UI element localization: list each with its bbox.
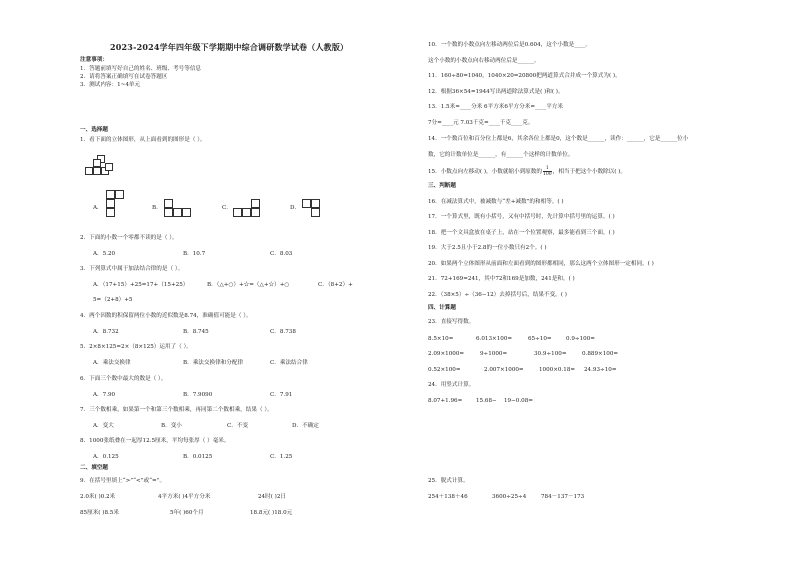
fraction-denominator: 100 (542, 172, 552, 177)
question-14-line1: 14．一个数百位和百分位上都是6，其余各位上都是0，这个数是______，读作：______，它是______位小 (428, 136, 689, 142)
question-15-post: ，相当于把这个小数除以( )。 (552, 169, 627, 175)
step-calc-item: 3600÷25÷4 (492, 494, 527, 500)
option-b: B．（△+○）+☆=（△+☆）+○ (207, 282, 290, 288)
option-a: A．5.20 (93, 251, 116, 257)
cube-figure (82, 153, 118, 181)
question-25-stem: 25．脱式计算。 (428, 478, 469, 484)
oral-item: 2.007×1000= (484, 367, 524, 373)
option-a-label: A． (93, 205, 103, 211)
oral-item: 9÷1000= (480, 351, 508, 357)
option-a: A．0.125 (93, 454, 119, 460)
question-6-stem: 6．下面三个数中最大的数是（ ）。 (80, 376, 167, 382)
question-1-stem: 1．看下面的立体图形，从上面看到的图形是（ ）。 (80, 137, 206, 143)
option-a: A．7.90 (93, 392, 116, 398)
question-7-stem: 7．三个数相乘，如果第一个和第三个数相乘，再同第二个数相乘，结果（ ）。 (80, 407, 273, 413)
vertical-calc-item: 15.68− (476, 398, 497, 404)
option-c: C．不变 (227, 423, 249, 429)
question-18: 18．把一个文具盒放在桌子上，站在一个位置观察，最多能看到三个面。( ) (428, 230, 615, 236)
note-item: 1．答题前填写好自己的姓名、班级、考号等信息 (80, 66, 202, 72)
notes-heading: 注意事项： (80, 57, 108, 63)
option-b: B．0.0125 (183, 454, 213, 460)
compare-item: 18.8元( )18.0元 (250, 510, 293, 516)
question-21: 21．72+169=241，其中72和169是加数，241是和。( ) (428, 276, 575, 282)
option-b: B．8.745 (183, 329, 209, 335)
option-d: D．不确定 (292, 423, 319, 429)
section-heading-judge: 三、判断题 (428, 183, 456, 189)
oral-item: 0.9÷100= (566, 336, 595, 342)
option-c-figure (233, 199, 269, 219)
oral-item: 0.889×100= (582, 351, 619, 357)
section-heading-choice: 一、选择题 (80, 127, 108, 133)
question-16: 16．在减法算式中，被减数与“差+减数”的和相等。( ) (428, 199, 564, 205)
compare-item: 24时( )2日 (258, 494, 287, 500)
option-c: C．乘法结合律 (270, 360, 308, 366)
compare-item: 85厘米( )8.5米 (80, 510, 119, 516)
note-item: 2．请将答案正确填写在试卷答题区 (80, 74, 168, 80)
fraction-numerator: 1 (543, 166, 552, 172)
question-2-stem: 2．下面的小数一个零都不读的是（ ）。 (80, 235, 178, 241)
oral-item: 24.93÷10= (584, 367, 617, 373)
question-24-stem: 24．用竖式计算。 (428, 382, 475, 388)
option-a: A．（17+15）+25=17+（15+25） (93, 282, 189, 288)
page-title: 2023-2024学年四年级下学期期中综合调研数学试卷（人教版） (110, 42, 349, 52)
question-3-stem: 3．下列算式中属于加法结合律的是（ ）。 (80, 266, 184, 272)
option-a: A．乘法交换律 (93, 360, 131, 366)
oral-item: 1000×0.18= (539, 367, 576, 373)
question-12: 12．根据36×54=1944写出两道除法算式是( )和( )。 (428, 89, 564, 95)
question-13-line1: 13．1.5米=____分米 6平方米6平方分米=____平方米 (428, 104, 563, 110)
oral-item: 65÷10= (528, 336, 552, 342)
option-c-continued: 5=（2+8）+5 (93, 297, 133, 303)
question-20: 20．如果两个立体图形从前面和左面看到的图形都相同，那么这两个立体图形一定相同。( ) (428, 261, 654, 267)
question-14-line2: 数，它的计数单位是______，有______个这样的计数单位。 (428, 152, 574, 158)
section-heading-calc: 四、计算题 (428, 305, 456, 311)
fraction (543, 166, 552, 177)
vertical-calc-item: 19−0.08= (504, 398, 533, 404)
option-c-label: C． (222, 205, 232, 211)
question-5-stem: 5．2×8×125=2×（8×125）运用了（ ）。 (80, 344, 192, 350)
compare-item: 5年( )60个月 (170, 510, 204, 516)
step-calc-item: 254＋138＋46 (428, 494, 468, 500)
question-13-line2: 7分=____元 7.03千克=____千克____克。 (428, 120, 534, 126)
oral-item: 2.09×1000= (428, 351, 465, 357)
option-b-figure (164, 199, 200, 219)
question-10-line2: 这个小数的小数点向右移动两位后是______。 (428, 58, 540, 64)
compare-item: 4平方米( )4平方分米 (158, 494, 211, 500)
vertical-calc-item: 8.07+1.96= (428, 398, 463, 404)
question-19: 19．大于2.5且小于2.8的一位小数只有2个。( ) (428, 245, 547, 251)
question-15-pre: 15．小数点向左移动( )，小数就缩小到原数的 (428, 169, 542, 175)
question-8-stem: 8．1000张纸叠在一起厚12.5厘米，平均每张厚（ ）毫米。 (80, 438, 230, 444)
question-17: 17．一个算式里，既有小括号，又有中括号时，先计算中括号里的运算。( ) (428, 214, 615, 220)
option-b: B．乘法交换律和分配律 (183, 360, 244, 366)
option-c: C．8.03 (270, 251, 293, 257)
section-heading-fill: 二、填空题 (80, 465, 108, 471)
question-10-line1: 10．一个数的小数点向左移动两位后是0.604，这个小数是____。 (428, 42, 591, 48)
step-calc-item: 784－137－173 (541, 494, 585, 500)
option-d-figure (302, 199, 338, 219)
oral-item: 30.9÷100= (534, 351, 567, 357)
compare-item: 2.0米( )0.2米 (80, 494, 116, 500)
question-22: 22．（38×5）÷（36−12）去掉括号后，结果不变。( ) (428, 292, 567, 298)
question-23-stem: 23．直接写得数。 (428, 319, 475, 325)
option-c: C．（8+2）+ (318, 282, 353, 288)
oral-item: 8.5×10= (428, 336, 454, 342)
oral-item: 6.013×100= (476, 336, 513, 342)
option-d-label: D． (290, 205, 301, 211)
option-c: C．8.738 (270, 329, 296, 335)
question-4-stem: 4．两个因数的积保留两位小数的近似数是8.74，准确值可能是（ ）。 (80, 313, 252, 319)
question-15 (428, 166, 626, 177)
option-a: A．变大 (93, 423, 114, 429)
oral-item: 0.52×100= (428, 367, 461, 373)
option-b-label: B． (152, 205, 162, 211)
option-c: C．1.25 (270, 454, 293, 460)
note-item: 3．测试内容：1~4单元 (80, 82, 141, 88)
question-11: 11．160÷80=1040，1040×20=20800把两道算式合并成一个算式为( )。 (428, 73, 621, 79)
option-b: B．7.9090 (183, 392, 213, 398)
option-a-figure (106, 190, 126, 228)
option-b: B．10.7 (183, 251, 206, 257)
option-b: B．变小 (161, 423, 182, 429)
question-9-stem: 9．在括号里填上“>”“<”或“=”。 (80, 478, 166, 484)
option-a: A．8.732 (93, 329, 119, 335)
option-c: C．7.91 (270, 392, 293, 398)
